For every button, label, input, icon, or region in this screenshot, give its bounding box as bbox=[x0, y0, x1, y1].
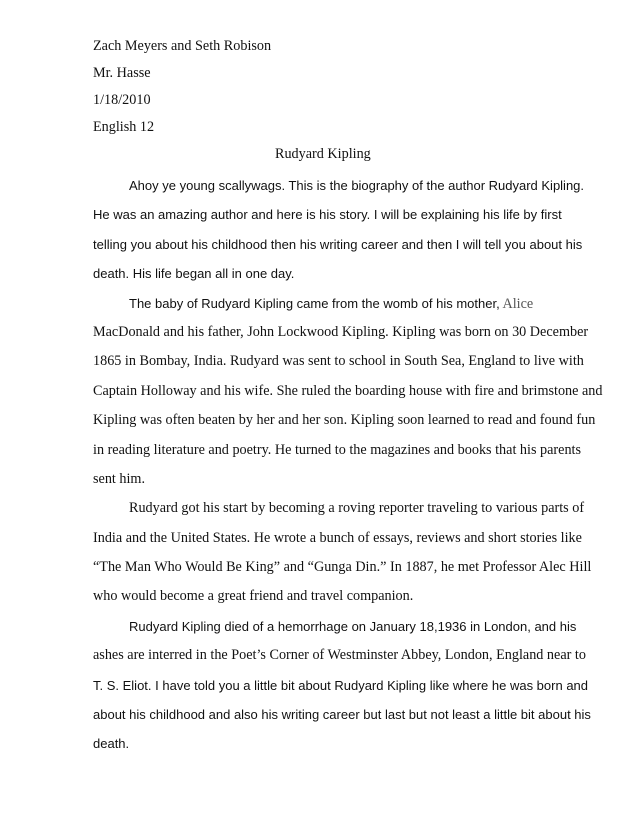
paragraph-line: about his childhood and also his writing career but last but not least a little bit about his bbox=[93, 707, 591, 723]
document-body bbox=[93, 36, 603, 759]
paragraph-line: death. bbox=[93, 736, 130, 752]
paragraph-career bbox=[93, 494, 592, 612]
paragraph-death bbox=[93, 612, 591, 759]
paragraph-line: Captain Holloway and his wife. She ruled the boarding house with fire and brimstone and bbox=[93, 382, 603, 399]
paragraph-line: sent him. bbox=[93, 470, 146, 487]
paragraph-line-tail: Alice bbox=[499, 295, 534, 312]
paragraph-childhood bbox=[93, 289, 603, 495]
paragraph-line: Rudyard got his start by becoming a roving reporter traveling to various parts of bbox=[129, 500, 585, 517]
paragraph-line: Ahoy ye young scallywags. This is the biography of the author Rudyard Kipling. bbox=[129, 178, 585, 193]
paragraph-line: 1865 in Bombay, India. Rudyard was sent to school in South Sea, England to live with bbox=[93, 353, 584, 370]
paragraph-line bbox=[93, 289, 563, 318]
paragraph-line: who would become a great friend and travel companion. bbox=[93, 588, 414, 605]
essay-date: 1/18/2010 bbox=[93, 92, 151, 108]
teacher-name: Mr. Hasse bbox=[93, 65, 151, 81]
course-name: English 12 bbox=[93, 119, 155, 135]
paragraph-line: in reading literature and poetry. He turned to the magazines and books that his parents bbox=[93, 441, 581, 458]
paragraph-line: He was an amazing author and here is his story. I will be explaining his life by first bbox=[93, 207, 562, 223]
paragraph-line: Kipling was often beaten by her and her son. Kipling soon learned to read and found fun bbox=[93, 412, 596, 429]
essay-title: Rudyard Kipling bbox=[275, 146, 371, 162]
paragraph-line-main: The baby of Rudyard Kipling came from the womb of his mother, bbox=[129, 295, 500, 311]
paragraph-line: telling you about his childhood then his writing career and then I will tell you about his bbox=[93, 236, 583, 252]
paragraph-line: India and the United States. He wrote a bunch of essays, reviews and short stories like bbox=[93, 529, 582, 546]
paragraph-line: “The Man Who Would Be King” and “Gunga Din.” In 1887, he met Professor Alec Hill bbox=[93, 559, 592, 576]
paragraph-line: Rudyard Kipling died of a hemorrhage on January 18,1936 in London, and his bbox=[129, 618, 577, 634]
paragraph-line: MacDonald and his father, John Lockwood Kipling. Kipling was born on 30 December bbox=[93, 323, 589, 340]
paragraph-introduction bbox=[93, 171, 585, 289]
paragraph-line: T. S. Eliot. I have told you a little bit about Rudyard Kipling like where he was born and bbox=[93, 677, 589, 693]
paragraph-line: ashes are interred in the Poet’s Corner of Westminster Abbey, London, England near to bbox=[93, 647, 586, 664]
paragraph-line: death. His life began all in one day. bbox=[93, 266, 295, 282]
author-names: Zach Meyers and Seth Robison bbox=[93, 38, 272, 54]
